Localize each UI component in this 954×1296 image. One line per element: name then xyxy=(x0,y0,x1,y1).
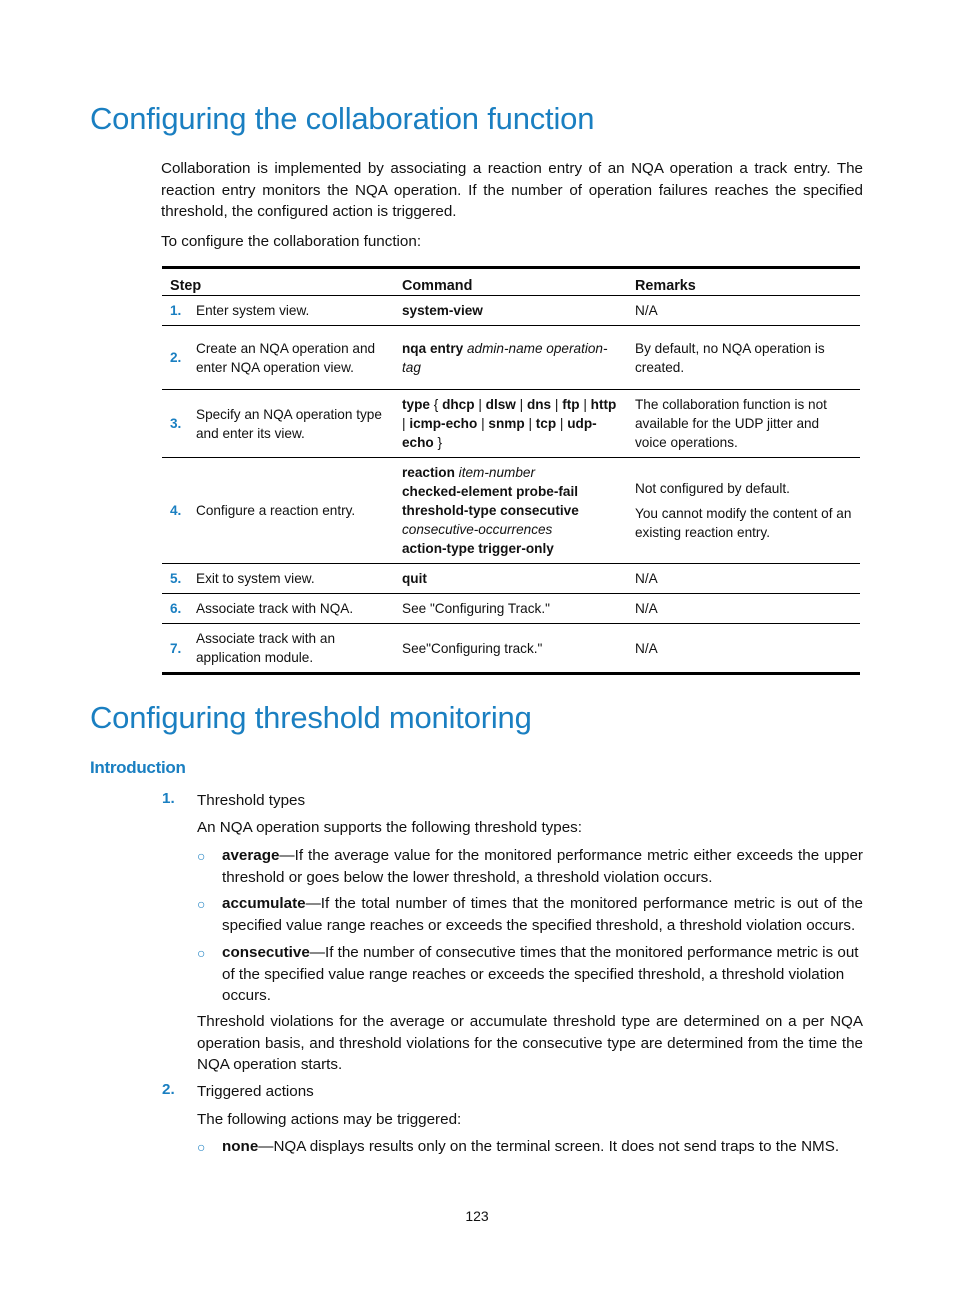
hollow-circle-bullet-icon: ○ xyxy=(197,848,206,864)
command-option: dhcp xyxy=(442,397,475,412)
command-keyword: type xyxy=(402,397,430,412)
command-keyword: quit xyxy=(402,571,427,586)
remark-line: Not configured by default. xyxy=(635,481,790,496)
table-row xyxy=(162,564,860,594)
brace-close: } xyxy=(437,435,443,450)
step-remark: The collaboration function is not available for the UDP jitter and voice operations. xyxy=(627,390,860,458)
option-separator: | xyxy=(528,416,532,431)
bullet-item xyxy=(222,845,863,888)
command-option: udp-echo xyxy=(402,416,597,450)
collaboration-intro: Collaboration is implemented by associating a reaction entry of an NQA operation a track entry. The reaction entry monitors the NQA operation. If the number of operation failures reaches the specified threshold, the configured action is triggered. xyxy=(161,160,863,220)
command-option: ftp xyxy=(562,397,580,412)
command-keyword: reaction xyxy=(402,465,455,480)
section-title-threshold: Configuring threshold monitoring xyxy=(90,700,532,735)
step-description: Exit to system view. xyxy=(194,564,394,594)
option-separator: | xyxy=(402,416,406,431)
hollow-circle-bullet-icon: ○ xyxy=(197,945,206,961)
table-row xyxy=(162,624,860,674)
bullet-item xyxy=(222,893,863,936)
table-row xyxy=(162,390,860,458)
option-separator: | xyxy=(478,397,482,412)
step-command xyxy=(394,458,627,564)
bullet-item xyxy=(222,942,863,1007)
list-item-label: Threshold types xyxy=(197,792,306,809)
option-separator: | xyxy=(519,397,524,412)
command-option: tcp xyxy=(535,416,557,431)
bullet-term: consecutive xyxy=(222,944,310,961)
list-item-lead: The following actions may be triggered: xyxy=(197,1111,462,1128)
option-separator: | xyxy=(559,416,564,431)
header-command: Command xyxy=(394,268,627,296)
command-option: icmp-echo xyxy=(409,416,478,431)
command-keyword: system-view xyxy=(402,303,483,318)
table-row xyxy=(162,594,860,624)
header-step: Step xyxy=(162,268,394,296)
command-keyword: action-type trigger-only xyxy=(402,541,554,556)
list-number: 1. xyxy=(162,790,175,807)
list-item-lead: An NQA operation supports the following threshold types: xyxy=(197,819,582,836)
subsection-title-introduction: Introduction xyxy=(90,758,186,777)
bullet-item xyxy=(222,1136,863,1158)
step-number: 3. xyxy=(162,390,194,458)
step-command xyxy=(394,564,627,594)
step-number: 5. xyxy=(162,564,194,594)
command-option: snmp xyxy=(488,416,525,431)
step-command xyxy=(394,296,627,326)
step-command: See "Configuring Track." xyxy=(394,594,627,624)
page-number: 123 xyxy=(465,1208,489,1224)
bullet-term: none xyxy=(222,1138,259,1155)
bullet-text: —If the total number of times that the monitored performance metric is out of the specified value range reaches or exceeds the specified threshold, a threshold violation occurs. xyxy=(222,895,863,934)
step-description: Create an NQA operation and enter NQA operation view. xyxy=(194,326,394,390)
hollow-circle-bullet-icon: ○ xyxy=(197,896,206,912)
table-row xyxy=(162,296,860,326)
collaboration-steps-table xyxy=(162,266,860,675)
step-remark: N/A xyxy=(627,564,860,594)
step-command: See"Configuring track." xyxy=(394,624,627,674)
step-command xyxy=(394,390,627,458)
list-item-label: Triggered actions xyxy=(197,1083,314,1100)
command-argument: consecutive-occurrences xyxy=(402,522,553,537)
step-description: Specify an NQA operation type and enter its view. xyxy=(194,390,394,458)
threshold-violation-note: Threshold violations for the average or accumulate threshold type are determined on a per NQA operation basis, and threshold violations for the consecutive type are determined from the time the NQA operation starts. xyxy=(197,1013,863,1073)
step-number: 4. xyxy=(162,458,194,564)
table-row xyxy=(162,326,860,390)
hollow-circle-bullet-icon: ○ xyxy=(197,1139,206,1155)
command-option: http xyxy=(590,397,617,412)
bullet-term: average xyxy=(222,847,280,864)
bullet-text: —NQA displays results only on the terminal screen. It does not send traps to the NMS. xyxy=(258,1138,840,1155)
list-number: 2. xyxy=(162,1081,175,1098)
collaboration-lead: To configure the collaboration function: xyxy=(161,233,422,250)
bullet-text: —If the average value for the monitored performance metric either exceeds the upper threshold or goes below the lower threshold, a threshold violation occurs. xyxy=(222,847,863,886)
remark-line: You cannot modify the content of an existing reaction entry. xyxy=(635,506,852,540)
step-remark: N/A xyxy=(627,624,860,674)
option-separator: | xyxy=(583,397,587,412)
command-argument: item-number xyxy=(458,465,535,480)
command-keyword: threshold-type consecutive xyxy=(402,503,579,518)
step-remark xyxy=(627,458,860,564)
table-row xyxy=(162,458,860,564)
step-description: Configure a reaction entry. xyxy=(194,458,394,564)
bullet-text: —If the number of consecutive times that the monitored performance metric is out of the specified value range reaches or exceeds the specified threshold, a threshold violation occurs. xyxy=(222,944,859,1004)
option-separator: | xyxy=(554,397,559,412)
command-keyword: checked-element probe-fail xyxy=(402,484,579,499)
section-title-collaboration: Configuring the collaboration function xyxy=(90,101,595,136)
step-number: 7. xyxy=(162,624,194,674)
table-header-row xyxy=(162,268,860,296)
step-remark: N/A xyxy=(627,594,860,624)
option-separator: | xyxy=(481,416,485,431)
step-number: 6. xyxy=(162,594,194,624)
step-description: Enter system view. xyxy=(196,303,310,318)
command-argument: admin-name operation-tag xyxy=(402,340,608,375)
bullet-term: accumulate xyxy=(222,895,306,912)
step-remark: N/A xyxy=(635,303,658,318)
brace-open: { xyxy=(433,397,439,412)
command-option: dlsw xyxy=(485,397,516,412)
step-number: 1. xyxy=(170,303,182,318)
step-description: Associate track with an application module. xyxy=(194,624,394,674)
command-keyword: nqa entry xyxy=(402,340,464,356)
step-number: 2. xyxy=(162,326,194,390)
step-remark: By default, no NQA operation is created. xyxy=(627,326,860,390)
step-command xyxy=(394,326,627,390)
step-description: Associate track with NQA. xyxy=(194,594,394,624)
command-option: dns xyxy=(526,397,552,412)
header-remarks: Remarks xyxy=(627,268,860,296)
